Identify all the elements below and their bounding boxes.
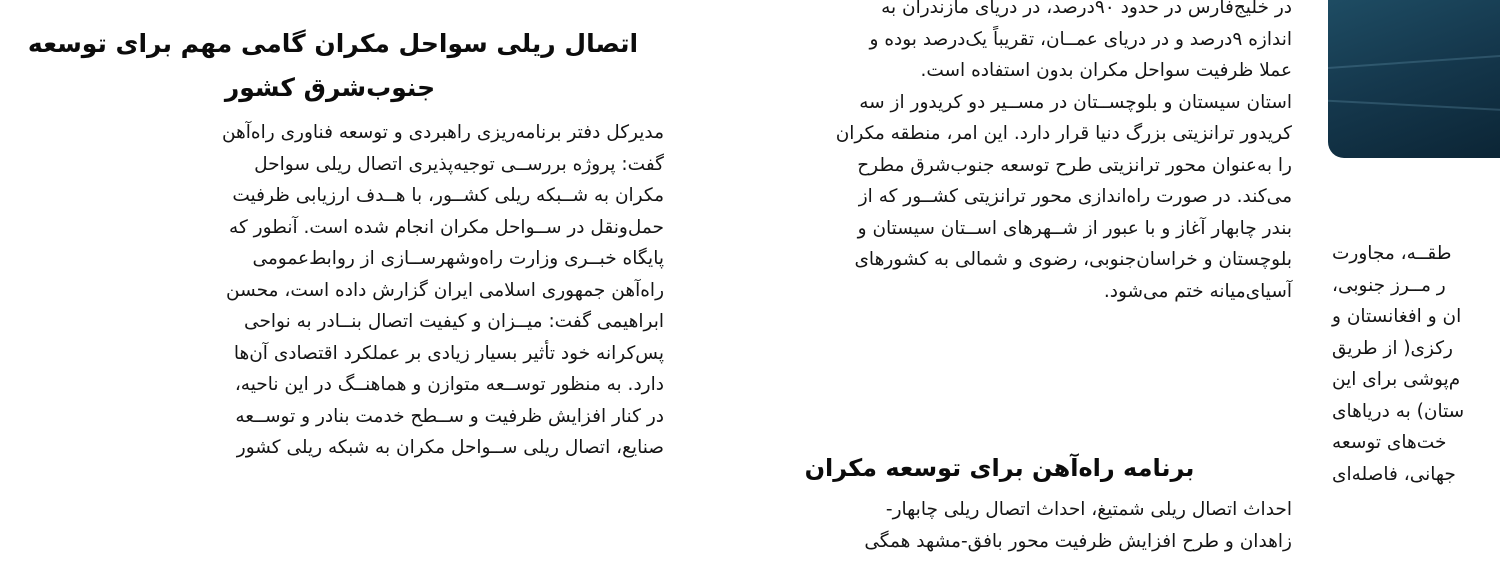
text-line: در کنار افزایش ظرفیت و ســطح خدمت بنادر و توســعه: [235, 405, 664, 427]
headline-line: اتصال ریلی سواحل مکران گامی مهم برای توسعه: [27, 29, 639, 58]
text-line: ستان) به دریاهای: [1332, 400, 1465, 422]
article-body-right: [1332, 238, 1500, 490]
text-line: در خلیج‌فارس در حدود ۹۰درصد، در دریای مازندران به: [881, 0, 1292, 18]
text-line: احداث اتصال ریلی شمتیغ، احداث اتصال ریلی چابهار-: [885, 499, 1292, 520]
text-line: عملا ظرفیت سواحل مکران بدون استفاده است.: [920, 60, 1292, 81]
text-line: صنایع، اتصال ریلی ســواحل مکران به شبکه ریلی کشور: [236, 437, 664, 458]
text-line: آسیای‌میانه ختم می‌شود.: [1103, 280, 1292, 302]
text-line: پس‌کرانه خود تأثیر بسیار زیادی بر عملکرد اقتصادی آن‌ها: [233, 342, 664, 364]
section-subheading: برنامه راه‌آهن برای توسعه مکران: [804, 454, 1195, 482]
text-line: رکزی( از طریق: [1332, 337, 1453, 359]
text-line: ابراهیمی گفت: میــزان و کیفیت اتصال بنــادر به نواحی: [244, 311, 664, 332]
text-line: ان و افغانستان و: [1332, 306, 1462, 327]
text-line: حمل‌ونقل در ســواحل مکران انجام شده است. آنطور که: [229, 216, 664, 238]
text-line: مدیرکل دفتر برنامه‌ریزی راهبردی و توسعه فناوری راه‌آهن: [221, 122, 664, 143]
sea-photo: [1328, 0, 1500, 158]
text-line: استان سیستان و بلوچســتان در مســیر دو کریدور از سه: [859, 91, 1292, 113]
text-line: مکران به شــبکه ریلی کشــور، با هــدف ارزیابی ظرفیت: [232, 185, 664, 206]
article-headline: [0, 22, 660, 110]
article-body-middle-top: [707, 0, 1292, 307]
text-line: گفت: پروژه بررســی توجیه‌پذیری اتصال ریلی سواحل: [254, 153, 664, 175]
text-line: را به‌عنوان محور ترانزیتی طرح توسعه جنوب‌شرق مطرح: [857, 154, 1292, 176]
article-body-left: [74, 117, 664, 464]
text-line: کریدور ترانزیتی بزرگ دنیا قرار دارد. این امر، منطقه مکران: [835, 123, 1292, 144]
text-line: پایگاه خبــری وزارت راه‌وشهرســازی از روابط‌عمومی: [252, 248, 664, 269]
text-line: طقــه، مجاورت: [1332, 243, 1452, 264]
text-line: جهانی، فاصله‌ای: [1332, 463, 1456, 485]
text-line: زاهدان و طرح افزایش ظرفیت محور بافق-مشهد همگی: [864, 530, 1292, 552]
text-line: راه‌آهن جمهوری اسلامی ایران گزارش داده است، محسن: [226, 279, 664, 301]
text-line: م‌پوشی برای این: [1332, 369, 1461, 390]
text-line: بلوچستان و خراسان‌جنوبی، رضوی و شمالی به کشورهای: [854, 249, 1292, 270]
article-body-middle-bottom: [707, 494, 1292, 557]
text-line: ر مــرز جنوبی،: [1332, 274, 1446, 296]
text-line: دارد. به منظور توســعه متوازن و هماهنــگ در این ناحیه،: [234, 374, 664, 395]
text-line: می‌کند. در صورت راه‌اندازی محور ترانزیتی کشــور که از: [858, 186, 1292, 207]
text-line: اندازه ۹درصد و در دریای عمــان، تقریباً یک‌درصد بوده و: [869, 28, 1292, 50]
text-line: خت‌های توسعه: [1332, 432, 1447, 453]
headline-line: جنوب‌شرق کشور: [224, 73, 436, 102]
text-line: بندر چابهار آغاز و با عبور از شــهرهای اســتان سیستان و: [857, 217, 1292, 239]
